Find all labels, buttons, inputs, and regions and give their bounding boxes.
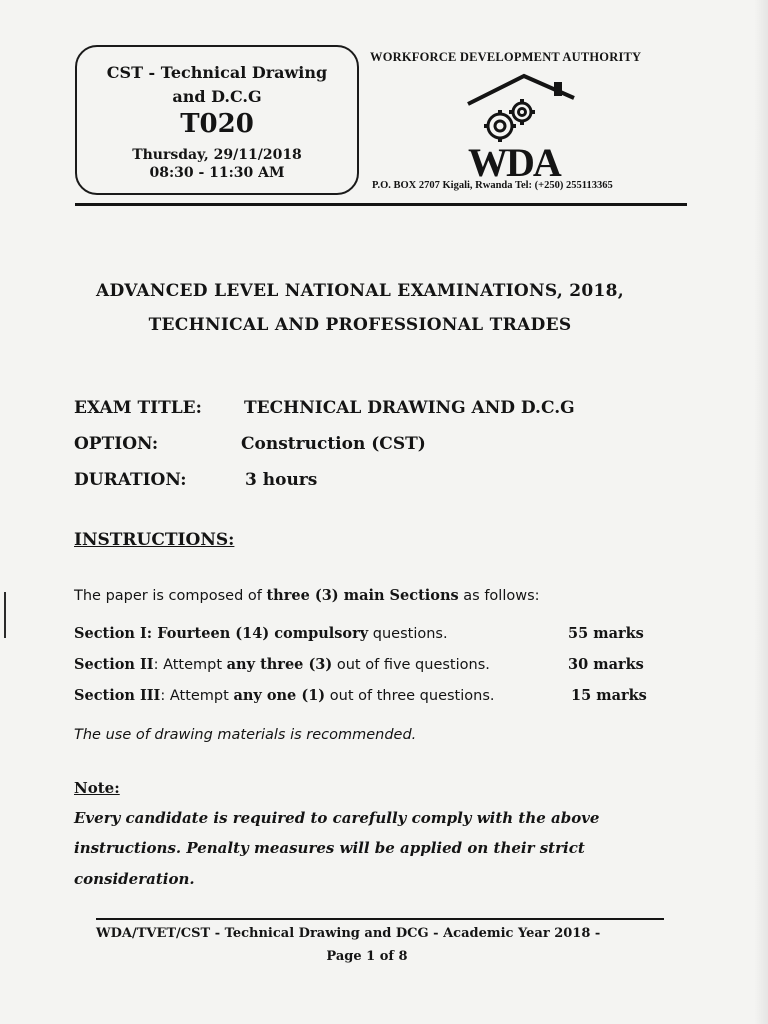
duration-value: 3 hours bbox=[245, 470, 318, 490]
section-rest: questions. bbox=[368, 626, 448, 642]
footer-divider bbox=[96, 918, 664, 920]
intro-suffix: as follows: bbox=[458, 588, 540, 604]
section-sep: : bbox=[160, 688, 170, 704]
exam-main-title: ADVANCED LEVEL NATIONAL EXAMINATIONS, 2018, bbox=[95, 281, 624, 301]
section-row bbox=[74, 625, 448, 642]
scan-mark bbox=[4, 592, 6, 638]
instructions-intro bbox=[74, 587, 540, 604]
wda-logo-icon bbox=[462, 72, 594, 182]
section-bold-part: any one (1) bbox=[233, 687, 326, 704]
instructions-heading: INSTRUCTIONS: bbox=[74, 530, 235, 550]
section-bold-part: any three (3) bbox=[226, 656, 333, 673]
exam-time: 08:30 - 11:30 AM bbox=[149, 165, 285, 181]
svg-text:WDA: WDA bbox=[468, 140, 560, 182]
section-rest: out of five questions. bbox=[332, 657, 490, 673]
exam-date: Thursday, 29/11/2018 bbox=[132, 147, 302, 163]
note-line: instructions. Penalty measures will be applied on their strict bbox=[74, 839, 585, 857]
section-label: Section II bbox=[74, 656, 154, 673]
note-line: consideration. bbox=[74, 870, 195, 888]
header-divider bbox=[75, 203, 687, 206]
option-value: Construction (CST) bbox=[241, 434, 426, 454]
note-heading: Note: bbox=[74, 779, 120, 797]
page-edge-shadow bbox=[754, 0, 768, 1024]
section-marks: 15 marks bbox=[571, 687, 647, 704]
organization-name: WORKFORCE DEVELOPMENT AUTHORITY bbox=[370, 50, 642, 64]
exam-code: T020 bbox=[180, 109, 254, 139]
section-label: Section III bbox=[74, 687, 161, 704]
section-marks: 55 marks bbox=[568, 625, 644, 642]
page-number: Page 1 of 8 bbox=[326, 949, 408, 964]
intro-bold: three (3) main Sections bbox=[266, 587, 459, 604]
exam-subject-line1: CST - Technical Drawing bbox=[106, 63, 328, 82]
intro-prefix: The paper is composed of bbox=[74, 588, 267, 604]
section-marks: 30 marks bbox=[568, 656, 644, 673]
section-label: Section I bbox=[74, 625, 147, 642]
section-pre: Attempt bbox=[169, 688, 234, 704]
duration-label: DURATION: bbox=[74, 470, 187, 490]
organization-address: P.O. BOX 2707 Kigali, Rwanda Tel: (+250) 255113365 bbox=[372, 180, 613, 191]
exam-subject-line2: and D.C.G bbox=[172, 87, 262, 106]
materials-note: The use of drawing materials is recommended. bbox=[74, 727, 417, 743]
section-row bbox=[74, 687, 494, 704]
section-sep: : bbox=[146, 625, 158, 642]
section-row bbox=[74, 656, 490, 673]
footer-text: WDA/TVET/CST - Technical Drawing and DCG - Academic Year 2018 - bbox=[96, 926, 601, 941]
section-pre: Attempt bbox=[163, 657, 227, 673]
section-rest: out of three questions. bbox=[325, 688, 495, 704]
exam-title-label: EXAM TITLE: bbox=[74, 398, 202, 418]
exam-title-value: TECHNICAL DRAWING AND D.C.G bbox=[244, 398, 575, 418]
section-sep: : bbox=[153, 657, 164, 673]
exam-sub-title: TECHNICAL AND PROFESSIONAL TRADES bbox=[148, 315, 572, 335]
note-line: Every candidate is required to carefully comply with the above bbox=[74, 809, 600, 827]
section-bold-part: Fourteen (14) compulsory bbox=[157, 625, 369, 642]
exam-info-box bbox=[75, 45, 359, 195]
option-label: OPTION: bbox=[74, 434, 159, 454]
